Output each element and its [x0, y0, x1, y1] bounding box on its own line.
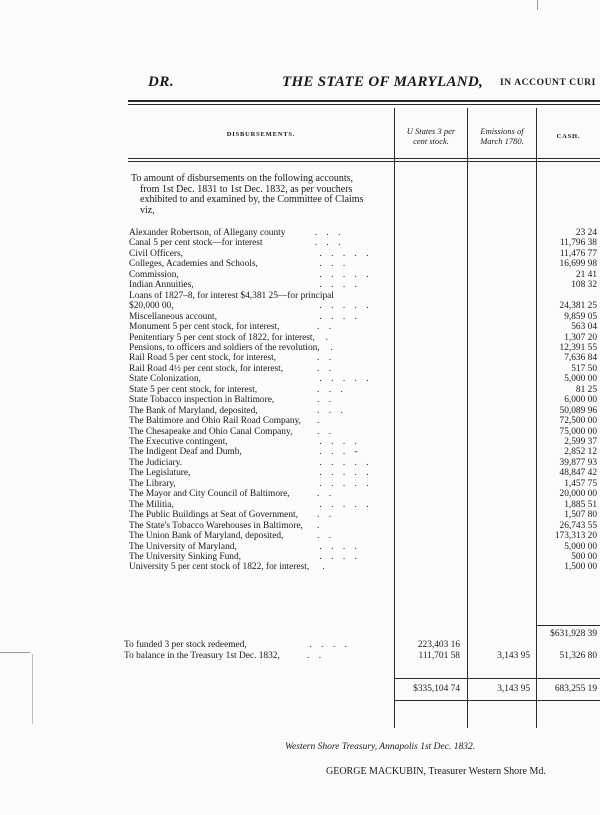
entry-leader-dots: . . . . . [310, 374, 369, 385]
entry-leader-dots: . [310, 520, 320, 531]
entry-cash: 1,457 75 [564, 478, 597, 489]
entry-leader-dots: . . . [310, 259, 346, 270]
column-header-cash: CASH. [556, 133, 581, 140]
entry-leader-dots: . . [310, 531, 332, 542]
emissions-header-line1: Emissions of [480, 126, 524, 136]
summary-label: To balance in the Treasury 1st Dec. 1832, [124, 651, 280, 661]
entry-label: Commission, [129, 269, 179, 280]
entry-label: The Mayor and City Council of Baltimore, [129, 489, 290, 500]
column-header-rule-2 [128, 161, 600, 162]
entry-label: Rail Road 4½ per cent stock, for interest, [129, 363, 284, 374]
entry-cash: 7,636 84 [564, 353, 597, 364]
entry-label: Monument 5 per cent stock, for interest, [129, 322, 280, 333]
entry-label: The Executive contingent, [129, 437, 228, 447]
entry-cash: 11,476 77 [559, 248, 597, 259]
entry-leader-dots: . . . . [310, 311, 357, 322]
entry-cash: 563 04 [571, 322, 597, 333]
entry-label: The Chesapeake and Ohio Canal Company, [129, 426, 293, 437]
entry-leader-dots: . . . . . [310, 478, 369, 489]
entry-leader-dots: . . [310, 426, 332, 437]
entry-label: Indian Annuities, [129, 280, 194, 291]
totals-rule-top [395, 678, 600, 679]
intro-line: viz, [140, 204, 155, 216]
entry-label: The Indigent Deaf and Dumb, [129, 447, 242, 458]
entry-cash: 6,000 00 [564, 395, 597, 406]
entry-label: Pensions, to officers and soldiers of the revolution, [129, 342, 320, 353]
column-header-us-stock [395, 126, 467, 146]
entry-label: The University Sinking Fund, [129, 551, 241, 562]
intro-line: To amount of disbursements on the following accounts, [131, 173, 354, 184]
entry-leader-dots: . . [310, 363, 332, 374]
summary-us-stock: 223,403 16 [417, 640, 460, 650]
entry-label: The Bank of Maryland, deposited, [129, 405, 258, 416]
entry-label: Rail Road 5 per cent stock, for interest, [129, 353, 277, 364]
summary-emissions: 3,143 95 [497, 651, 530, 661]
entry-cash: 173,313 20 [554, 531, 597, 542]
entry-leader-dots: . . . - [310, 447, 358, 458]
column-rule-2 [467, 108, 468, 728]
entry-leader-dots: . . . . . [310, 499, 369, 510]
entry-label: Colleges, Academies and Schools, [129, 259, 258, 270]
entry-cash: 81 25 [575, 384, 597, 395]
summary-leader-dots: . . . . [300, 640, 347, 650]
entry-cash: 39,877 93 [559, 457, 597, 468]
entry-cash: 2,599 37 [564, 437, 597, 447]
entry-label: The State's Tobacco Warehouses in Baltimore, [129, 520, 303, 531]
footer-place-date: Western Shore Treasury, Annapolis 1st Dec. 1832. [285, 742, 476, 752]
intro-paragraph [131, 174, 393, 216]
margin-mark [32, 654, 33, 724]
entry-label: The Public Buildings at Seat of Government, [129, 510, 298, 521]
intro-line: exhibited to and examined by, the Committee of Claims [140, 194, 364, 205]
margin-mark [0, 652, 30, 653]
entry-cash: 5,000 00 [564, 374, 597, 385]
entry-leader-dots: . . [310, 489, 332, 500]
margin-mark [537, 0, 538, 10]
entry-leader-dots: . [310, 416, 320, 427]
entry-cash: 20,000 00 [559, 489, 597, 500]
entry-leader-dots: . [325, 342, 333, 353]
entry-cash: 108 32 [571, 280, 597, 291]
total-cash: 683,255 19 [554, 684, 597, 694]
footer-signature: GEORGE MACKUBIN, Treasurer Western Shore Md. [326, 766, 546, 777]
entry-leader-dots: . . . . [310, 551, 357, 562]
entry-label: Loans of 1827–8, for interest $4,381 25—for principal [129, 290, 334, 301]
entry-label: The Militia, [129, 499, 174, 510]
entry-leader-dots: . . . . . [310, 301, 369, 312]
entry-leader-dots: . . . [310, 228, 341, 238]
totals-rule-bottom [395, 700, 600, 701]
total-us-stock: $335,104 74 [413, 684, 460, 694]
us-stock-header-line2: cent stock. [413, 136, 449, 146]
entry-label: University 5 per cent stock of 1822, for interest, [129, 562, 310, 573]
entry-cash: 72,500 00 [559, 416, 597, 427]
document-title: THE STATE OF MARYLAND, [282, 74, 484, 90]
intro-line: from 1st Dec. 1831 to 1st Dec. 1832, as per vouchers [140, 183, 353, 195]
entry-cash: 1,307 20 [564, 332, 597, 343]
entry-leader-dots: . . . . [310, 541, 357, 552]
entry-label: The Union Bank of Maryland, deposited, [129, 531, 284, 542]
entry-cash: 2,852 12 [564, 447, 597, 458]
ledger-dr-label: DR. [148, 74, 175, 90]
entry-label: State Colonization, [129, 374, 201, 385]
entry-cash: 50,089 96 [559, 405, 597, 416]
entry-cash: 9,859 05 [564, 311, 597, 322]
entry-leader-dots: . . . [310, 384, 343, 395]
entry-leader-dots: . . [310, 353, 332, 364]
entry-cash: 16,699 98 [559, 259, 597, 270]
entry-leader-dots: . . . . [310, 437, 357, 447]
entry-leader-dots: . . . . . [310, 248, 369, 259]
entry-leader-dots: . . . . . [310, 269, 369, 280]
entry-cash: 11,796 38 [559, 238, 597, 249]
column-header-disbursements: DISBURSEMENTS. [226, 131, 296, 138]
entry-label: Canal 5 per cent stock—for interest [129, 238, 263, 249]
entry-leader-dots: . . [310, 395, 332, 406]
total-emissions: 3,143 95 [497, 684, 530, 694]
us-stock-header-line1: U States 3 per [406, 126, 456, 136]
entry-label: Alexander Robertson, of Allegany county [129, 228, 286, 238]
entry-cash: 21 41 [575, 269, 597, 280]
entry-cash: 1,885 51 [564, 499, 597, 510]
entry-label: The Legislature, [129, 468, 191, 479]
entry-leader-dots: . . . . [310, 280, 357, 291]
entry-label: The Library, [129, 478, 176, 489]
entry-leader-dots: . . . . . [310, 457, 369, 468]
column-header-rule [128, 158, 600, 159]
entry-cash: 1,500 00 [564, 562, 597, 573]
summary-us-stock: 111,701 58 [418, 651, 460, 661]
entry-label: The Judiciary. [129, 457, 183, 468]
subtotal-cash: $631,928 39 [550, 629, 597, 639]
entry-cash: 5,000 00 [564, 541, 597, 552]
header-rule-thick [128, 100, 600, 102]
subtotal-rule [537, 625, 600, 626]
entry-leader-dots: . [320, 332, 328, 343]
entry-cash: 12,391 55 [559, 342, 597, 353]
entry-label: The Baltimore and Ohio Rail Road Company, [129, 416, 302, 427]
column-header-emissions [468, 126, 536, 146]
summary-leader-dots: . . [300, 651, 322, 661]
entry-cash: 517 50 [571, 363, 597, 374]
entry-cash: 26,743 55 [559, 520, 597, 531]
entry-cash: 1,507 80 [564, 510, 597, 521]
entry-leader-dots: . . [310, 510, 332, 521]
entry-leader-dots: . . [310, 322, 332, 333]
summary-cash: 51,326 80 [559, 651, 597, 661]
entry-cash: 23 24 [575, 228, 597, 238]
emissions-header-line2: March 1780. [480, 136, 524, 146]
entry-cash: 75,000 00 [559, 426, 597, 437]
entry-label: The University of Maryland, [129, 541, 237, 552]
entry-leader-dots: . . . [310, 405, 343, 416]
header-rule-thin [128, 104, 600, 105]
entry-leader-dots: . . . [310, 238, 341, 249]
entry-leader-dots: . . . . . [310, 468, 369, 479]
entry-leader-dots: . [315, 562, 325, 573]
entry-label: Penitentiary 5 per cent stock of 1822, for interest, [129, 332, 315, 343]
column-rule-1 [394, 108, 395, 728]
entry-label: $20,000 00, [129, 301, 174, 312]
summary-label: To funded 3 per stock redeemed, [124, 640, 247, 650]
entry-label: Civil Officers, [129, 248, 183, 259]
entry-cash: 48,847 42 [559, 468, 597, 479]
document-subtitle: IN ACCOUNT CURI [500, 78, 596, 88]
entry-label: Miscellaneous account, [129, 311, 217, 322]
entry-label: State Tobacco inspection in Baltimore, [129, 395, 275, 406]
entry-cash: 24,381 25 [559, 301, 597, 312]
entry-label: State 5 per cent stock, for interest, [129, 384, 258, 395]
entry-cash: 500 00 [571, 551, 597, 562]
